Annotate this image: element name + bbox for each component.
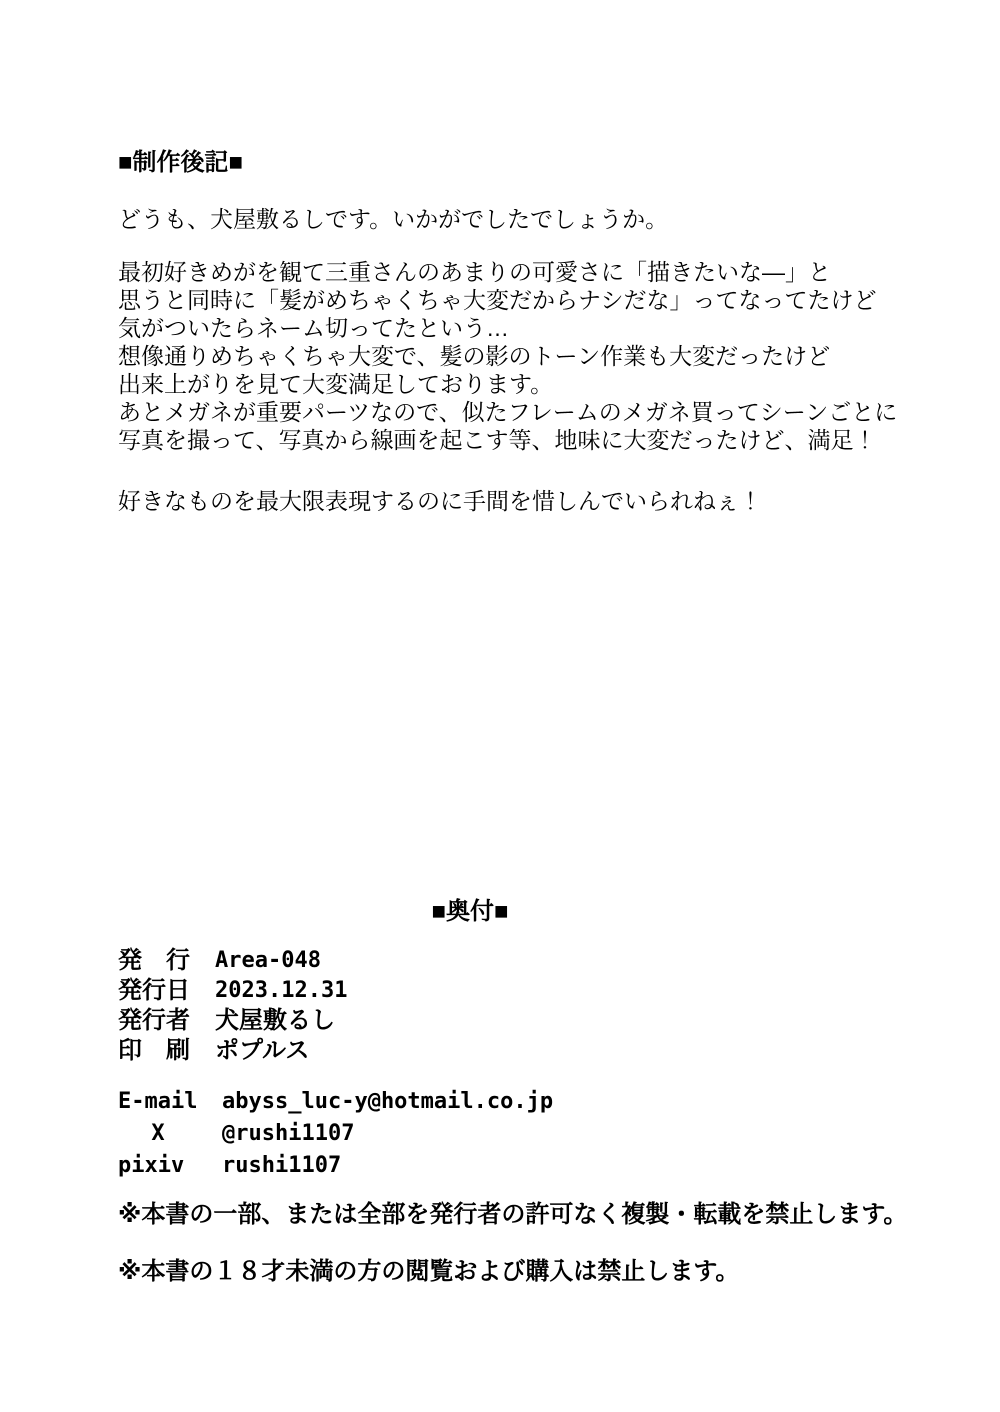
pixiv-label: pixiv [118,1153,185,1178]
publisher-value: 犬屋敷るし [215,1007,335,1034]
afterword-line: 気がついたらネーム切ってたという… [118,315,509,341]
afterword-line: 出来上がりを見て大変満足しております。 [118,371,554,397]
email-value: abyss_luc-y@hotmail.co.jp [222,1089,554,1114]
x-label: X [151,1121,165,1146]
notice-no-reproduction: ※本書の一部、または全部を発行者の許可なく複製・転載を禁止します。 [118,1201,908,1228]
email-label: E-mail [118,1089,198,1114]
afterword-heading: ■制作後記■ [118,149,243,176]
afterword-line: 思うと同時に「髪がめちゃくちゃ大変だからナシだな」ってなってたけど [118,287,877,313]
publisher-row [118,1006,347,1036]
publisher-info [118,946,347,1066]
publisher-label: 印 刷 [118,1037,190,1064]
afterword-section [118,146,938,515]
publisher-row [118,946,347,976]
afterword-closing: 好きなものを最大限表現するのに手間を惜しんでいられねぇ！ [118,488,762,514]
legal-notices [118,1200,907,1287]
contact-row-x [118,1118,553,1150]
afterword-line: 写真を撮って、写真から線画を起こす等、地味に大変だったけど、満足！ [118,427,877,453]
afterword-intro: どうも、犬屋敷るしです。いかがでしたでしょうか。 [118,206,669,232]
colophon-heading: ■奥付■ [431,898,509,925]
afterword-line: あとメガネが重要パーツなので、似たフレームのメガネ買ってシーンごとに [118,399,898,425]
publisher-value: 2023.12.31 [215,978,348,1003]
pixiv-handle: rushi1107 [222,1153,342,1178]
publisher-value: Area-048 [215,948,321,973]
notice-age-restriction: ※本書の１８才未満の方の閲覧および購入は禁止します。 [118,1258,740,1285]
publisher-row [118,976,347,1006]
contact-row-email [118,1086,553,1118]
afterword-line: 最初好きめがを観て三重さんのあまりの可愛さに「描きたいな—」と [118,259,831,285]
contact-info [118,1086,553,1182]
publisher-label: 発行日 [118,977,190,1004]
publisher-row [118,1036,347,1066]
afterword-line: 想像通りめちゃくちゃ大変で、髪の影のトーン作業も大変だったけど [118,343,831,369]
contact-row-pixiv [118,1150,553,1182]
afterword-body [118,258,938,454]
x-handle: @rushi1107 [222,1121,355,1146]
publisher-label: 発行者 [118,1007,190,1034]
publisher-label: 発 行 [118,947,190,974]
publisher-value: ポプルス [215,1037,310,1064]
